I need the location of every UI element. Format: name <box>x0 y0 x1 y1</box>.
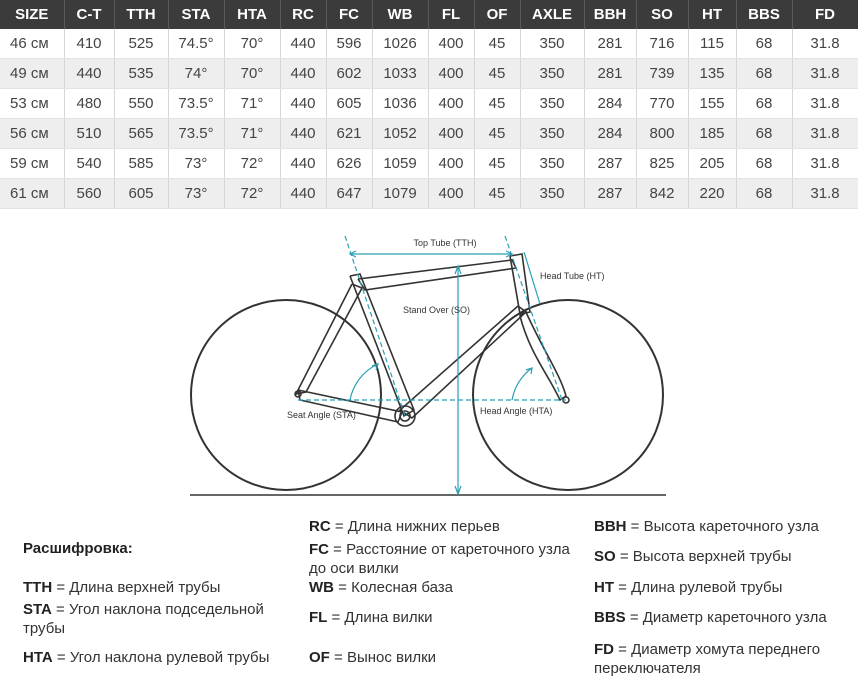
table-cell: 440 <box>280 59 326 89</box>
table-cell: 350 <box>520 179 584 209</box>
table-cell: 350 <box>520 119 584 149</box>
table-cell: 440 <box>64 59 114 89</box>
legend-item <box>309 578 589 597</box>
table-cell: 1033 <box>372 59 428 89</box>
table-cell: 281 <box>584 29 636 59</box>
legend-key: FD <box>594 641 614 658</box>
legend-key: WB <box>309 579 334 596</box>
table-cell: 70° <box>224 29 280 59</box>
legend-item <box>23 648 293 667</box>
column-header: FD <box>792 0 858 29</box>
table-cell: 540 <box>64 149 114 179</box>
table-cell: 350 <box>520 59 584 89</box>
table-cell: 53 см <box>0 89 64 119</box>
table-cell: 440 <box>280 119 326 149</box>
table-cell: 71° <box>224 89 280 119</box>
table-cell: 350 <box>520 89 584 119</box>
table-cell: 770 <box>636 89 688 119</box>
table-cell: 155 <box>688 89 736 119</box>
table-header-row <box>0 0 858 29</box>
table-row <box>0 59 858 89</box>
table-cell: 440 <box>280 29 326 59</box>
table-cell: 350 <box>520 29 584 59</box>
legend-item <box>309 540 589 578</box>
table-cell: 605 <box>114 179 168 209</box>
legend-key: BBH <box>594 518 627 535</box>
legend-text: = Диаметр хомута переднего переключателя <box>594 641 821 677</box>
table-row <box>0 149 858 179</box>
table-row <box>0 119 858 149</box>
column-header: RC <box>280 0 326 29</box>
legend-item <box>594 547 854 566</box>
legend-text: = Длина верхней трубы <box>52 579 221 596</box>
legend-text: = Угол наклона рулевой трубы <box>52 649 270 666</box>
table-cell: 510 <box>64 119 114 149</box>
legend-key: RC <box>309 518 331 535</box>
table-cell: 68 <box>736 29 792 59</box>
legend-text: = Диаметр кареточного узла <box>625 609 827 626</box>
table-cell: 565 <box>114 119 168 149</box>
legend-item <box>594 517 854 536</box>
table-cell: 800 <box>636 119 688 149</box>
column-header: C-T <box>64 0 114 29</box>
table-cell: 440 <box>280 179 326 209</box>
table-cell: 205 <box>688 149 736 179</box>
table-cell: 602 <box>326 59 372 89</box>
table-cell: 31.8 <box>792 29 858 59</box>
geometry-table <box>0 0 858 209</box>
table-cell: 72° <box>224 179 280 209</box>
table-cell: 525 <box>114 29 168 59</box>
table-cell: 287 <box>584 179 636 209</box>
column-header: BBS <box>736 0 792 29</box>
legend-key: STA <box>23 601 52 618</box>
table-cell: 220 <box>688 179 736 209</box>
table-cell: 73° <box>168 149 224 179</box>
table-cell: 45 <box>474 59 520 89</box>
table-cell: 284 <box>584 119 636 149</box>
table-cell: 45 <box>474 149 520 179</box>
legend-title: Расшифровка: <box>23 540 133 557</box>
table-cell: 281 <box>584 59 636 89</box>
table-cell: 400 <box>428 29 474 59</box>
legend-key: FC <box>309 541 329 558</box>
column-header: FL <box>428 0 474 29</box>
column-header: WB <box>372 0 428 29</box>
table-cell: 400 <box>428 149 474 179</box>
table-cell: 1052 <box>372 119 428 149</box>
legend-text: = Расстояние от кареточного узла до оси вилки <box>309 541 570 577</box>
legend-item <box>309 517 589 536</box>
table-cell: 31.8 <box>792 89 858 119</box>
legend-text: = Высота верхней трубы <box>615 548 792 565</box>
legend-item <box>309 608 589 627</box>
table-cell: 68 <box>736 59 792 89</box>
table-row <box>0 179 858 209</box>
table-cell: 68 <box>736 119 792 149</box>
table-cell: 739 <box>636 59 688 89</box>
legend-text: = Колесная база <box>334 579 453 596</box>
measurement-lines <box>298 236 566 494</box>
column-header: FC <box>326 0 372 29</box>
table-cell: 73.5° <box>168 119 224 149</box>
table-cell: 45 <box>474 29 520 59</box>
front-wheel <box>473 300 663 490</box>
table-cell: 68 <box>736 149 792 179</box>
table-cell: 825 <box>636 149 688 179</box>
table-cell: 621 <box>326 119 372 149</box>
head-angle-label: Head Angle (HTA) <box>480 406 553 416</box>
top-tube-label: Top Tube (TTH) <box>413 238 477 248</box>
table-cell: 842 <box>636 179 688 209</box>
table-cell: 31.8 <box>792 179 858 209</box>
table-cell: 68 <box>736 89 792 119</box>
column-header: TTH <box>114 0 168 29</box>
stand-over-label: Stand Over (SO) <box>403 305 471 315</box>
table-cell: 1036 <box>372 89 428 119</box>
column-header: STA <box>168 0 224 29</box>
legend-item <box>594 608 854 627</box>
legend-key: FL <box>309 609 328 626</box>
table-cell: 400 <box>428 119 474 149</box>
legend-text: = Угол наклона подседельной трубы <box>23 601 264 637</box>
table-cell: 440 <box>280 149 326 179</box>
legend-key: TTH <box>23 579 53 596</box>
table-cell: 71° <box>224 119 280 149</box>
legend-key: HTA <box>23 649 53 666</box>
table-cell: 74° <box>168 59 224 89</box>
table-cell: 1026 <box>372 29 428 59</box>
table-cell: 70° <box>224 59 280 89</box>
table-cell: 115 <box>688 29 736 59</box>
table-cell: 46 см <box>0 29 64 59</box>
table-cell: 410 <box>64 29 114 59</box>
table-cell: 73° <box>168 179 224 209</box>
table-cell: 440 <box>280 89 326 119</box>
table-cell: 535 <box>114 59 168 89</box>
column-header: SIZE <box>0 0 64 29</box>
table-cell: 287 <box>584 149 636 179</box>
legend-key: BBS <box>594 609 626 626</box>
legend-text: = Длина рулевой трубы <box>614 579 783 596</box>
column-header: BBH <box>584 0 636 29</box>
column-header: AXLE <box>520 0 584 29</box>
table-cell: 716 <box>636 29 688 59</box>
table-cell: 49 см <box>0 59 64 89</box>
table-cell: 284 <box>584 89 636 119</box>
bike-geometry-diagram <box>0 224 858 514</box>
table-cell: 31.8 <box>792 149 858 179</box>
table-cell: 45 <box>474 119 520 149</box>
table-cell: 400 <box>428 179 474 209</box>
table-cell: 45 <box>474 179 520 209</box>
table-cell: 61 см <box>0 179 64 209</box>
legend-item <box>594 640 854 678</box>
legend-text: = Длина нижних перьев <box>330 518 500 535</box>
table-cell: 185 <box>688 119 736 149</box>
legend-text: = Вынос вилки <box>329 649 437 666</box>
table-cell: 59 см <box>0 149 64 179</box>
table-cell: 585 <box>114 149 168 179</box>
table-cell: 1079 <box>372 179 428 209</box>
table-cell: 550 <box>114 89 168 119</box>
table-cell: 400 <box>428 59 474 89</box>
column-header: HTA <box>224 0 280 29</box>
legend-item <box>23 600 283 638</box>
table-cell: 647 <box>326 179 372 209</box>
legend-text: = Высота кареточного узла <box>626 518 819 535</box>
legend-item <box>23 578 283 597</box>
table-cell: 596 <box>326 29 372 59</box>
table-cell: 73.5° <box>168 89 224 119</box>
table-cell: 56 см <box>0 119 64 149</box>
table-cell: 1059 <box>372 149 428 179</box>
legend-key: OF <box>309 649 330 666</box>
rear-wheel <box>191 300 381 490</box>
legend-item <box>309 648 589 667</box>
seat-angle-label: Seat Angle (STA) <box>287 410 356 420</box>
head-tube-label: Head Tube (HT) <box>540 271 605 281</box>
table-cell: 68 <box>736 179 792 209</box>
table-cell: 626 <box>326 149 372 179</box>
legend-item <box>594 578 854 597</box>
table-cell: 400 <box>428 89 474 119</box>
table-cell: 350 <box>520 149 584 179</box>
table-cell: 135 <box>688 59 736 89</box>
bike-frame <box>295 254 569 426</box>
table-cell: 31.8 <box>792 59 858 89</box>
table-cell: 560 <box>64 179 114 209</box>
column-header: SO <box>636 0 688 29</box>
legend-key: SO <box>594 548 616 565</box>
table-row <box>0 89 858 119</box>
table-cell: 74.5° <box>168 29 224 59</box>
column-header: OF <box>474 0 520 29</box>
table-cell: 31.8 <box>792 119 858 149</box>
table-cell: 72° <box>224 149 280 179</box>
legend-text: = Длина вилки <box>327 609 433 626</box>
table-cell: 480 <box>64 89 114 119</box>
table-cell: 45 <box>474 89 520 119</box>
table-row <box>0 29 858 59</box>
column-header: HT <box>688 0 736 29</box>
table-cell: 605 <box>326 89 372 119</box>
legend-key: HT <box>594 579 614 596</box>
